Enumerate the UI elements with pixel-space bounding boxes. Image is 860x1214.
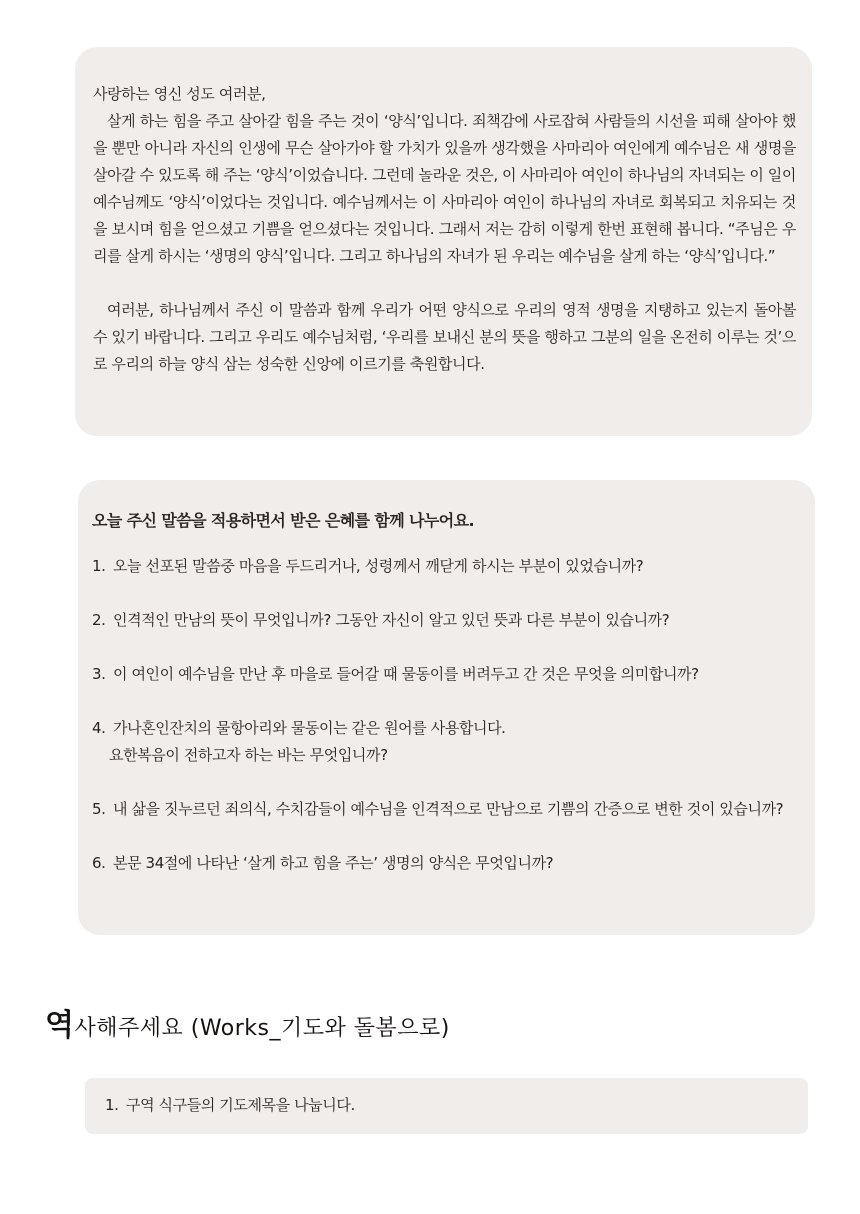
question-item — [92, 607, 791, 634]
prayer-heading-first-char: 역 — [45, 1008, 75, 1043]
question-text: 인격적인 만남의 뜻이 무엇입니까? 그동안 자신이 알고 있던 뜻과 다른 부분이 있습니까? — [113, 611, 670, 629]
prayer-item-text: 구역 식구들의 기도제목을 나눕니다. — [126, 1096, 355, 1114]
sermon-paragraph-2: 여러분, 하나님께서 주신 이 말씀과 함께 우리가 어떤 양식으로 우리의 영적 생명을 지탱하고 있는지 돌아볼 수 있기 바랍니다. 그리고 우리도 예수님처럼, ‘우리를 보내신 분의 뜻을 행하고 그분의 일을 온전히 이루는 것’으로 우리의 하늘 양식 삼는 성숙한 신앙에 이르기를 축원합니다. — [93, 301, 796, 373]
discussion-questions-box — [78, 480, 815, 935]
prayer-item-number: 1. — [105, 1096, 119, 1114]
question-item — [92, 715, 791, 769]
sermon-greeting: 사랑하는 영신 성도 여러분, — [93, 85, 266, 103]
sermon-box — [75, 47, 812, 436]
question-item — [92, 553, 791, 580]
question-number: 4. — [92, 719, 106, 737]
question-text-line-1: 가나혼인잔치의 물항아리와 물동이는 같은 원어를 사용합니다. — [113, 719, 506, 737]
question-text — [109, 715, 791, 769]
question-text: 내 삶을 짓누르던 죄의식, 수치감들이 예수님을 인격적으로 만남으로 기쁨의 간증으로 변한 것이 있습니까? — [113, 800, 784, 818]
questions-title: 오늘 주신 말씀을 적용하면서 받은 은혜를 함께 나누어요. — [92, 511, 474, 530]
question-text: 오늘 선포된 말씀중 마음을 두드리거나, 성령께서 깨닫게 하시는 부분이 있었습니까? — [113, 557, 644, 575]
paragraph-gap — [93, 270, 796, 297]
question-text: 이 여인이 예수님을 만난 후 마을로 들어갈 때 물동이를 버려두고 간 것은 무엇을 의미합니까? — [113, 665, 699, 683]
question-text-line-2: 요한복음이 전하고자 하는 바는 무엇입니까? — [109, 746, 388, 764]
question-number: 1. — [92, 557, 106, 575]
prayer-item — [105, 1092, 788, 1119]
question-text: 본문 34절에 나타난 ‘살게 하고 힘을 주는’ 생명의 양식은 무엇입니까? — [113, 854, 554, 872]
question-number: 3. — [92, 665, 106, 683]
prayer-heading-rest: 사해주세요 (Works_기도와 돌봄으로) — [74, 1016, 450, 1041]
question-item — [92, 796, 791, 823]
question-number: 2. — [92, 611, 106, 629]
question-number: 5. — [92, 800, 106, 818]
question-item — [92, 661, 791, 688]
prayer-section-heading — [45, 1006, 450, 1049]
question-number: 6. — [92, 854, 106, 872]
sermon-paragraph-1: 살게 하는 힘을 주고 살아갈 힘을 주는 것이 ‘양식’입니다. 죄책감에 사로잡혀 사람들의 시선을 피해 살아야 했을 뿐만 아니라 자신의 인생에 무슨 살아가야 할 가치가 있을까 생각했을 사마리아 여인에게 예수님은 새 생명을 살아갈 수 있도록 해 주는 ‘양식’이었습니다. 그런데 놀라운 것은, 이 사마리아 여인이 하나님의 자녀되는 이 일이 예수님께도 ‘양식’이었다는 것입니다. 예수님께서는 이 사마리아 여인이 하나님의 자녀로 회복되고 치유되는 것을 보시며 힘을 얻으셨고 기쁨을 얻으셨다는 것입니다. 그래서 저는 감히 이렇게 한번 표현해 봅니다. “주님은 우리를 살게 하시는 ‘생명의 양식’입니다. 그리고 하나님의 자녀가 된 우리는 예수님을 살게 하는 ‘양식’입니다.” — [93, 112, 796, 265]
question-item — [92, 850, 791, 877]
prayer-box — [85, 1078, 808, 1134]
